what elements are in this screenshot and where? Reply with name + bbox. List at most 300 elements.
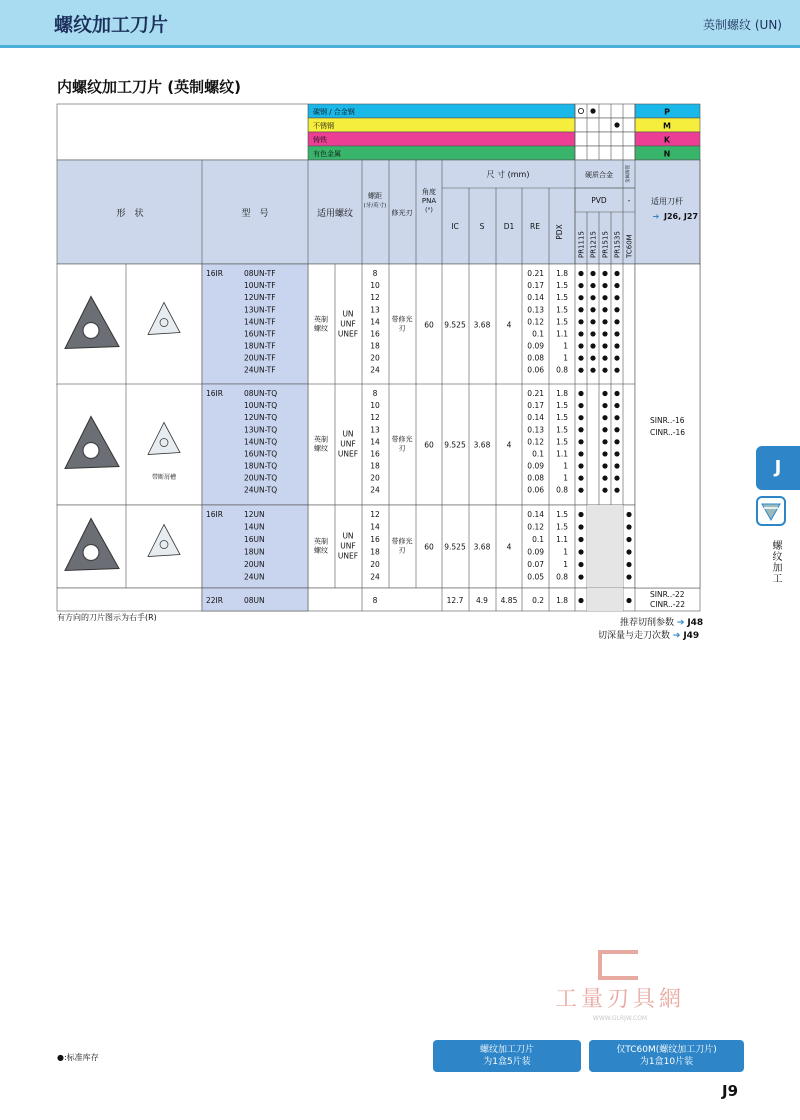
re-value: 0.21	[527, 389, 544, 398]
note-right-hand: 有方向的刀片图示为右手(R)	[57, 613, 157, 622]
pdx-value: 1.5	[556, 281, 568, 291]
thread-standard: UN	[342, 531, 354, 541]
wiper-type-2: 刃	[398, 324, 406, 333]
thread-type: 英制	[314, 315, 328, 324]
stock-dot	[578, 537, 583, 542]
ic-value: 9.525	[444, 320, 466, 330]
model-code: 20UN-TF	[244, 353, 276, 363]
box-info-1-b: 为1盒5片装	[483, 1057, 531, 1067]
header-s: S	[479, 222, 485, 231]
stock-dot	[602, 295, 607, 300]
header-grade-PR1535: PR1535	[613, 231, 622, 258]
stock-dot	[614, 488, 619, 493]
stock-dot	[614, 475, 619, 480]
model-prefix: 16IR	[206, 269, 223, 278]
thread-standard: UNF	[340, 439, 356, 449]
pitch-value: 12	[370, 413, 380, 423]
stock-dot	[602, 343, 607, 348]
stock-dot	[602, 439, 607, 444]
stock-dot	[578, 343, 583, 348]
stock-dot	[614, 307, 619, 312]
model-code: 16UN-TF	[244, 329, 276, 339]
material-code-M: M	[663, 121, 671, 131]
material-grade-cells	[575, 132, 635, 146]
pitch-value: 16	[370, 329, 380, 339]
pdx-value: 1	[563, 341, 568, 351]
material-grade-cells	[575, 118, 635, 132]
stock-dot	[614, 403, 619, 408]
pdx-value: 0.8	[556, 572, 568, 582]
pitch-value: 18	[370, 341, 380, 351]
thread-standard: UNF	[340, 541, 356, 551]
note-cutting-params-ref: J48	[687, 618, 704, 628]
material-label-M: 不锈钢	[313, 122, 334, 130]
stock-dot	[614, 391, 619, 396]
stock-dot	[578, 488, 583, 493]
stock-dot	[590, 271, 595, 276]
stock-dot	[602, 475, 607, 480]
stock-dot	[626, 574, 631, 579]
model-code: 08UN-TF	[244, 269, 276, 278]
pitch-value: 24	[370, 572, 380, 582]
stock-dot	[626, 562, 631, 567]
pitch-value: 13	[370, 305, 380, 315]
stock-dot	[578, 283, 583, 288]
header-cermet: 金属陶瓷	[626, 165, 631, 183]
header-thread: 适用螺纹	[316, 209, 354, 219]
model-code: 24UN-TQ	[244, 485, 278, 495]
material-dot	[614, 122, 619, 127]
d1-value: 4	[506, 440, 512, 450]
thread-type-2: 螺纹	[314, 444, 328, 453]
angle-value: 60	[424, 440, 434, 450]
pdx-value: 1.1	[556, 449, 568, 459]
ic-value-22: 12.7	[446, 596, 464, 605]
re-value: 0.17	[527, 401, 544, 411]
pdx-value: 1.5	[556, 510, 568, 519]
pdx-value: 1.5	[556, 437, 568, 447]
pdx-value: 1.5	[556, 305, 568, 315]
material-code-N: N	[663, 149, 671, 159]
stock-dot	[590, 295, 595, 300]
s-value: 3.68	[473, 440, 491, 450]
s-value-22: 4.9	[476, 596, 488, 605]
box-info-2-a: 仅TC60M(螺纹加工刀片)	[616, 1045, 717, 1055]
re-value: 0.14	[527, 510, 544, 519]
thread-standard: UNF	[340, 319, 356, 329]
pitch-value: 16	[370, 535, 380, 545]
pitch-value: 20	[370, 560, 380, 570]
pitch-value: 12	[370, 510, 380, 519]
note-depth-passes-label: 切深量与走刀次数	[598, 631, 671, 641]
stock-dot	[578, 331, 583, 336]
header-angle-unit: (°)	[425, 207, 433, 214]
pitch-value: 14	[370, 317, 380, 327]
re-value: 0.21	[527, 269, 544, 278]
thread-type: 英制	[314, 435, 328, 444]
stock-dot	[626, 549, 631, 554]
header-holder-ref: J26, J27	[664, 212, 699, 221]
stock-dot	[578, 355, 583, 360]
re-value: 0.13	[527, 305, 544, 315]
model-prefix: 16IR	[206, 389, 223, 398]
model-code-22: 08UN	[244, 596, 265, 605]
stock-dot	[602, 451, 607, 456]
stock-dot	[602, 427, 607, 432]
stock-dot	[602, 271, 607, 276]
model-code: 13UN-TQ	[244, 425, 278, 435]
pitch-value: 24	[370, 485, 380, 495]
page-number: J9	[722, 1082, 739, 1100]
stock-dot	[602, 319, 607, 324]
note-depth-passes-ref: J49	[683, 631, 700, 641]
stock-dot	[614, 271, 619, 276]
holder-16-sinr: SINR..-16	[650, 416, 685, 425]
chapter-title: 螺纹加工刀片	[54, 14, 169, 36]
material-grade-cells	[575, 146, 635, 160]
pitch-value: 18	[370, 547, 380, 557]
header-pitch: 螺距	[368, 192, 382, 200]
header-ic: IC	[451, 222, 459, 231]
stock-dot	[578, 403, 583, 408]
model-code: 16UN	[244, 535, 265, 545]
thread-standard: UN	[342, 309, 354, 319]
model-code: 20UN	[244, 560, 265, 570]
model-prefix-22: 22IR	[206, 596, 223, 605]
material-row-K	[308, 132, 575, 146]
stock-dot	[602, 355, 607, 360]
stock-dot	[578, 524, 583, 529]
header-d1: D1	[503, 222, 515, 231]
stock-dot	[590, 331, 595, 336]
pdx-value: 1.5	[556, 401, 568, 411]
pdx-value: 1.5	[556, 293, 568, 303]
pdx-value: 1.5	[556, 522, 568, 532]
chapter-subtitle: 英制螺纹 (UN)	[703, 18, 782, 32]
model-code: 18UN-TF	[244, 341, 276, 351]
arrow-right-icon: ➔	[676, 618, 685, 628]
header-shape: 形 状	[116, 209, 144, 219]
stock-dot	[578, 598, 583, 603]
pitch-value: 20	[370, 353, 380, 363]
model-code: 10UN-TF	[244, 281, 276, 291]
model-code: 08UN-TQ	[244, 389, 278, 398]
re-value: 0.1	[532, 449, 544, 459]
header-size: 尺 寸 (mm)	[486, 170, 530, 179]
side-tab-j[interactable]: J	[756, 446, 800, 490]
insert-hole-icon	[83, 323, 99, 339]
box-info-button-2[interactable]	[589, 1040, 744, 1072]
material-row-N	[308, 146, 575, 160]
stock-dot	[578, 295, 583, 300]
thread-type-2: 螺纹	[314, 324, 328, 333]
wiper-type: 带修光	[391, 537, 413, 546]
stock-dot	[590, 343, 595, 348]
model-code: 14UN-TF	[244, 317, 276, 327]
insert-hole-icon	[83, 443, 99, 459]
d1-value: 4	[506, 320, 512, 330]
header-model: 型 号	[241, 209, 269, 219]
stock-dot	[614, 355, 619, 360]
material-dot	[590, 108, 595, 113]
ic-value: 9.525	[444, 542, 466, 552]
header-pitch-unit: (牙/英寸)	[363, 203, 387, 209]
section-title: 内螺纹加工刀片 (英制螺纹)	[57, 78, 241, 96]
stock-dot	[578, 475, 583, 480]
material-code-K: K	[663, 135, 671, 145]
legend-standard-stock: ●:标准库存	[57, 1053, 99, 1062]
stock-dot	[578, 562, 583, 567]
stock-dot	[614, 283, 619, 288]
s-value: 3.68	[473, 320, 491, 330]
pdx-value: 1.1	[556, 535, 568, 545]
stock-dot	[578, 463, 583, 468]
model-code: 16UN-TQ	[244, 449, 278, 459]
header-grade-TC60M: TC60M	[625, 234, 634, 258]
model-code: 12UN	[244, 510, 265, 519]
pdx-value: 1.8	[556, 269, 568, 278]
model-code: 10UN-TQ	[244, 401, 278, 411]
stock-dot	[590, 368, 595, 373]
pitch-value: 13	[370, 425, 380, 435]
model-code: 18UN-TQ	[244, 461, 278, 471]
angle-value: 60	[424, 542, 434, 552]
stock-dot	[602, 488, 607, 493]
chipbreaker-note: 带断屑槽	[151, 474, 177, 481]
side-chapter-label: 螺纹加工	[770, 540, 781, 584]
re-value: 0.12	[527, 522, 544, 532]
stock-dot	[578, 439, 583, 444]
stock-dot	[578, 427, 583, 432]
stock-dot	[578, 574, 583, 579]
pitch-value: 18	[370, 461, 380, 471]
wiper-type: 带修光	[391, 315, 413, 324]
re-value: 0.08	[527, 473, 544, 483]
model-code: 24UN-TF	[244, 365, 276, 375]
thread-standard: UNEF	[337, 551, 359, 561]
stock-dot	[602, 368, 607, 373]
s-value: 3.68	[473, 542, 491, 552]
stock-dot	[614, 415, 619, 420]
stock-dot	[602, 391, 607, 396]
pdx-value: 1.5	[556, 425, 568, 435]
re-value: 0.09	[527, 341, 544, 351]
stock-dot	[614, 427, 619, 432]
stock-dot	[602, 283, 607, 288]
pdx-value: 1	[563, 461, 568, 471]
thread-type: 英制	[314, 537, 328, 546]
model-code: 12UN-TF	[244, 293, 276, 303]
re-value: 0.08	[527, 353, 544, 363]
material-code-P: P	[664, 107, 670, 117]
pitch-value: 14	[370, 522, 380, 532]
d1-value: 4	[506, 542, 512, 552]
insert-hole-icon	[83, 545, 99, 561]
pitch-value: 8	[372, 269, 378, 278]
stock-dot	[602, 307, 607, 312]
arrow-right-icon: ➔	[672, 631, 681, 641]
re-value: 0.14	[527, 413, 544, 423]
holder-cell	[635, 264, 700, 588]
stock-dot	[578, 319, 583, 324]
re-value: 0.09	[527, 547, 544, 557]
header-grade-PR1215: PR1215	[589, 231, 598, 258]
header-grade-PR1515: PR1515	[601, 231, 610, 258]
pdx-value: 1.1	[556, 329, 568, 339]
model-code: 24UN	[244, 572, 265, 582]
model-code: 14UN-TQ	[244, 437, 278, 447]
material-label-P: 碳钢 / 合金钢	[313, 108, 355, 116]
re-value-22: 0.2	[532, 596, 544, 605]
pdx-value: 0.8	[556, 485, 568, 495]
re-value: 0.09	[527, 461, 544, 471]
watermark-logo-icon	[598, 950, 638, 980]
stock-dot	[602, 463, 607, 468]
pdx-value: 1	[563, 547, 568, 557]
ic-value: 9.525	[444, 440, 466, 450]
material-label-N: 有色金属	[313, 150, 341, 158]
stock-dot	[602, 403, 607, 408]
stock-dot	[626, 524, 631, 529]
stock-dot	[614, 439, 619, 444]
stock-dot	[614, 343, 619, 348]
header-pdx: PDX	[555, 224, 564, 240]
header-carbide: 硬质合金	[585, 171, 613, 179]
re-value: 0.12	[527, 317, 544, 327]
pdx-value: 1.8	[556, 389, 568, 398]
material-row-M	[308, 118, 575, 132]
pdx-value: 1	[563, 560, 568, 570]
stock-dot	[614, 331, 619, 336]
pitch-value-22: 8	[372, 596, 378, 605]
re-value: 0.13	[527, 425, 544, 435]
stock-dot	[614, 368, 619, 373]
pitch-value: 10	[370, 401, 380, 411]
pitch-value: 14	[370, 437, 380, 447]
wiper-type: 带修光	[391, 435, 413, 444]
stock-dot	[614, 451, 619, 456]
angle-value: 60	[424, 320, 434, 330]
model-code: 18UN	[244, 547, 265, 557]
pitch-value: 20	[370, 473, 380, 483]
header-wiper: 修光刃	[391, 209, 413, 217]
stock-dot	[626, 537, 631, 542]
stock-dot	[626, 598, 631, 603]
header-pvd: PVD	[591, 196, 607, 205]
stock-dot	[590, 319, 595, 324]
pitch-value: 8	[372, 389, 378, 398]
stock-dot	[578, 391, 583, 396]
stock-dot	[578, 451, 583, 456]
stock-dot	[590, 307, 595, 312]
stock-dot	[602, 331, 607, 336]
pdx-value: 1	[563, 353, 568, 363]
stock-dot	[578, 368, 583, 373]
re-value: 0.1	[532, 329, 544, 339]
pdx-value: 1	[563, 473, 568, 483]
holder-16-cinr: CINR..-16	[650, 428, 686, 437]
note-cutting-params[interactable]	[620, 615, 703, 628]
re-value: 0.07	[527, 560, 544, 570]
pitch-value: 16	[370, 449, 380, 459]
header-angle: 角度	[422, 188, 436, 196]
stock-dot	[578, 549, 583, 554]
stock-dot	[578, 512, 583, 517]
box-info-button-1[interactable]	[433, 1040, 581, 1072]
header-grade-PR1115: PR1115	[577, 231, 586, 258]
watermark-url: WWW.GLRJW.COM	[592, 1015, 648, 1022]
stock-dot	[626, 512, 631, 517]
re-value: 0.1	[532, 535, 544, 545]
re-value: 0.05	[527, 572, 544, 582]
box-info-2-b: 为1盒10片装	[639, 1057, 694, 1067]
wiper-type-2: 刃	[398, 546, 406, 555]
pdx-value: 1.5	[556, 413, 568, 423]
blank-corner	[57, 104, 308, 160]
header-re: RE	[530, 222, 540, 231]
arrow-right-icon: ➔	[652, 212, 660, 221]
stock-dot	[590, 355, 595, 360]
re-value: 0.06	[527, 485, 544, 495]
d1-value-22: 4.85	[500, 596, 518, 605]
stock-dot	[578, 271, 583, 276]
stock-dot	[614, 295, 619, 300]
material-grade-cells	[575, 104, 635, 118]
stock-dot	[614, 319, 619, 324]
wiper-type-2: 刃	[398, 444, 406, 453]
stock-dot	[602, 415, 607, 420]
header-holder: 适用刀杆	[651, 197, 683, 206]
re-value: 0.14	[527, 293, 544, 303]
thread-type-2: 螺纹	[314, 546, 328, 555]
watermark-text: 工量刃具網	[554, 987, 685, 1012]
re-value: 0.12	[527, 437, 544, 447]
stock-dot	[578, 307, 583, 312]
unavailable-grades	[587, 588, 623, 611]
pitch-value: 10	[370, 281, 380, 291]
model-prefix: 16IR	[206, 510, 223, 519]
watermark	[540, 950, 700, 1022]
thread-standard: UNEF	[337, 449, 359, 459]
unavailable-grades	[587, 505, 623, 602]
stock-dot	[614, 463, 619, 468]
thread-standard: UN	[342, 429, 354, 439]
stock-dot	[590, 283, 595, 288]
re-value: 0.17	[527, 281, 544, 291]
stock-dot	[578, 415, 583, 420]
model-code: 14UN	[244, 522, 265, 532]
pitch-value: 12	[370, 293, 380, 303]
pdx-value: 1.5	[556, 317, 568, 327]
pdx-value: 0.8	[556, 365, 568, 375]
model-code: 12UN-TQ	[244, 413, 278, 423]
note-cutting-params-label: 推荐切削参数	[620, 618, 675, 628]
pdx-value-22: 1.8	[556, 596, 568, 605]
thread-tool-icon	[756, 496, 786, 526]
holder-22-sinr: SINR..-22	[650, 590, 685, 599]
thread-standard: UNEF	[337, 329, 359, 339]
model-code: 13UN-TF	[244, 305, 276, 315]
pitch-value: 24	[370, 365, 380, 375]
note-depth-passes[interactable]	[598, 628, 699, 641]
header-dash: -	[627, 196, 631, 205]
holder-22-cinr: CINR..-22	[650, 600, 686, 609]
model-code: 20UN-TQ	[244, 473, 278, 483]
box-info-1-a: 螺纹加工刀片	[479, 1045, 534, 1055]
material-label-K: 铸铁	[313, 136, 327, 144]
re-value: 0.06	[527, 365, 544, 375]
header-angle-pna: PNA	[421, 197, 437, 205]
